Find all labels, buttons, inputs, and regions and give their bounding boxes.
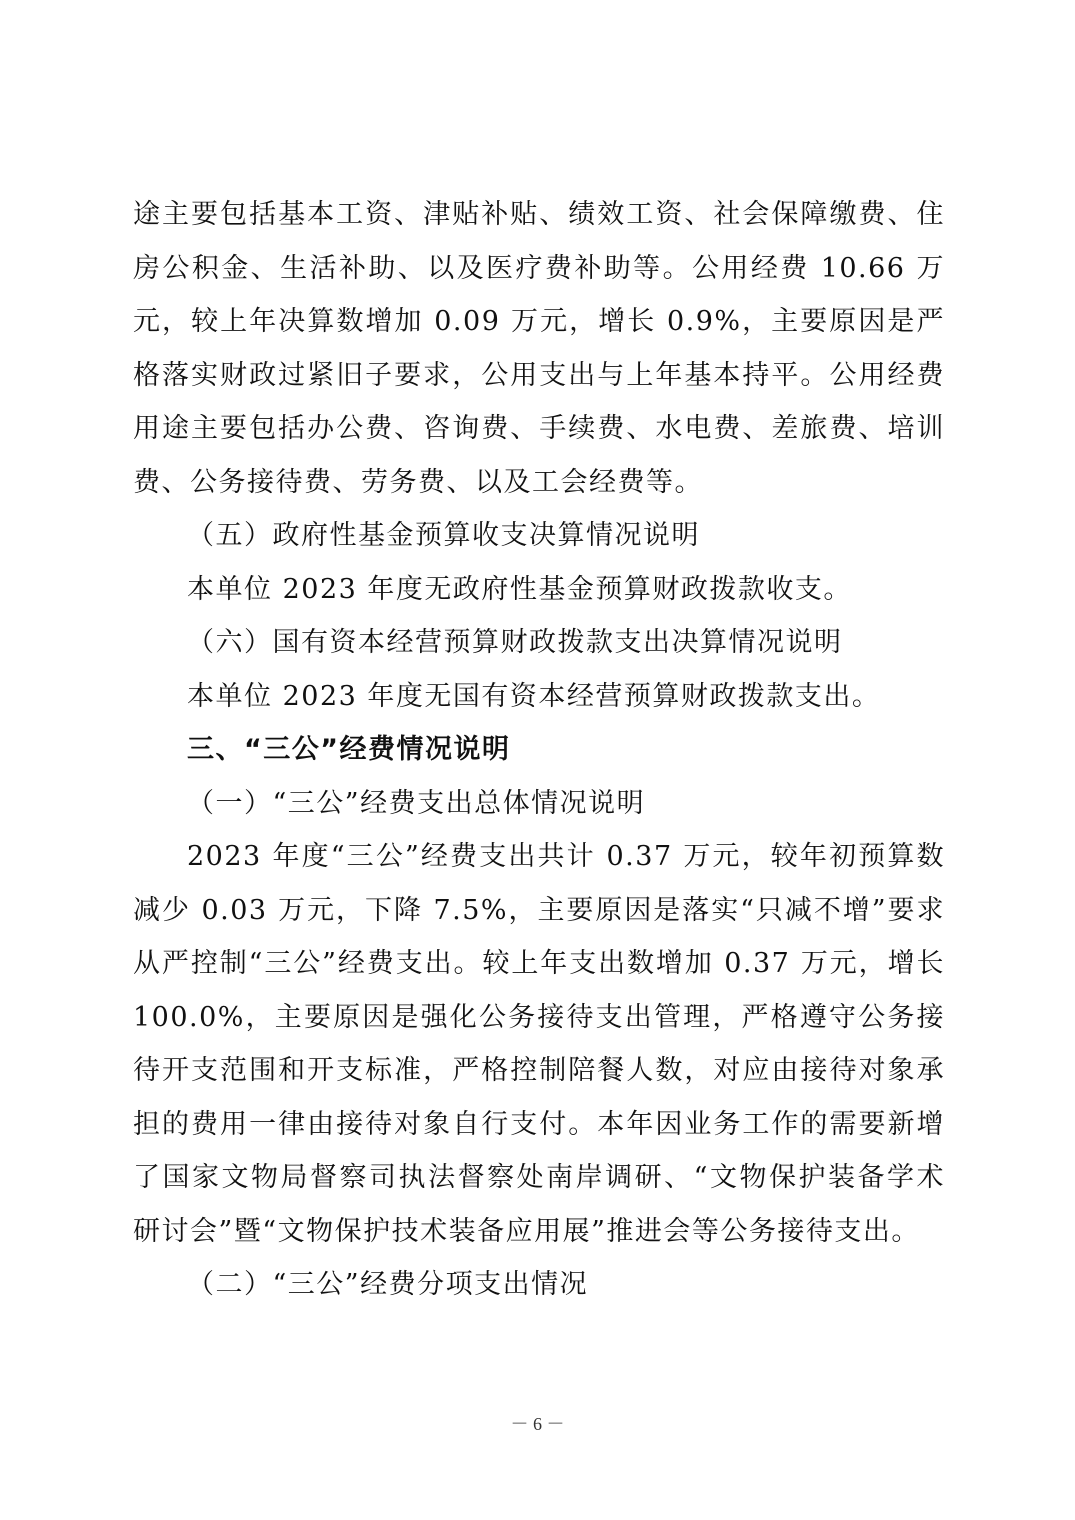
paragraph-three-public-expenses-detail: 2023 年度“三公”经费支出共计 0.37 万元，较年初预算数减少 0.03 万元，下降 7.5%，主要原因是落实“只减不增”要求从严控制“三公”经费支出。较上年支出数增加 0.37 万元，增长 100.0%，主要原因是强化公务接待支出管理，严格遵守公务接待开支范围和开支标准，严格控制陪餐人数，对应由接待对象承担的费用一律由接待对象自行支付。本年因业务工作的需要新增了国家文物局督察司执法督察处南岸调研、“文物保护装备学术研讨会”暨“文物保护技术装备应用展”推进会等公务接待支出。 (133, 841, 945, 1247)
paragraph-state-capital-none: 本单位 2023 年度无国有资本经营预算财政拨款支出。 (187, 680, 881, 712)
paragraph-personnel-and-public-expenses: 途主要包括基本工资、津贴补贴、绩效工资、社会保障缴费、住房公积金、生活补助、以及医疗费补助等。公用经费 10.66 万元，较上年决算数增加 0.09 万元，增长 0.9%，主要原因是严格落实财政过紧旧子要求，公用支出与上年基本持平。公用经费用途主要包括办公费、咨询费、手续费、水电费、差旅费、培训费、公务接待费、劳务费、以及工会经费等。 (133, 199, 945, 498)
paragraph-government-fund-none: 本单位 2023 年度无政府性基金预算财政拨款收支。 (187, 573, 852, 605)
subheading-state-capital-budget: （六）国有资本经营预算财政拨款支出决算情况说明 (187, 627, 843, 658)
subheading-government-fund-budget: （五）政府性基金预算收支决算情况说明 (187, 520, 700, 551)
page-number: － 6 － (510, 1414, 565, 1434)
subheading-itemized-three-public-expenses: （二）“三公”经费分项支出情况 (187, 1269, 589, 1300)
subheading-overall-three-public-expenses: （一）“三公”经费支出总体情况说明 (187, 787, 646, 819)
section-heading-three-public-expenses: 三、“三公”经费情况说明 (187, 734, 511, 765)
document-body (133, 188, 945, 1312)
